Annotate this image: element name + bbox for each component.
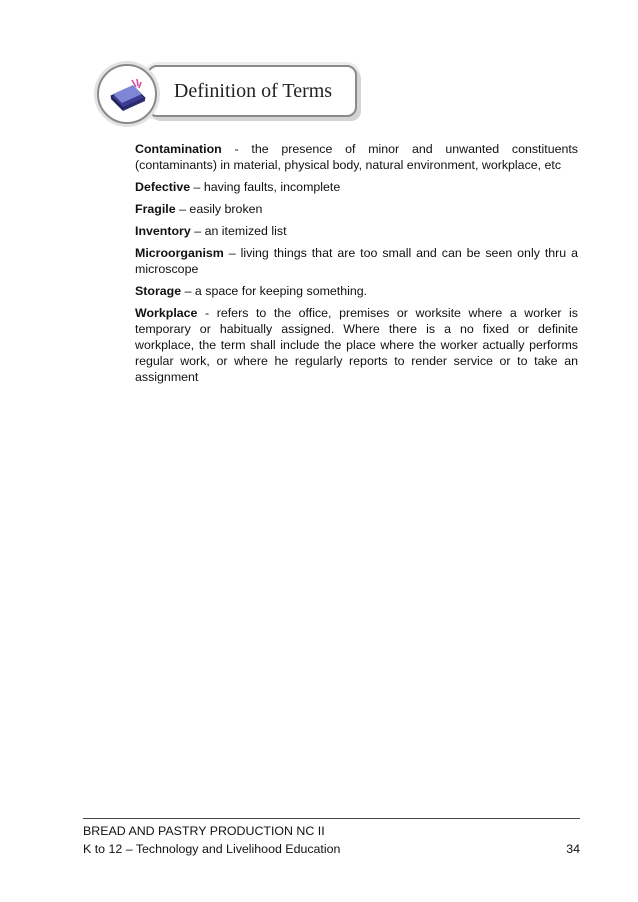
term-separator: -: [197, 306, 217, 320]
footer-program: K to 12 – Technology and Livelihood Education: [83, 842, 341, 856]
term-name: Defective: [135, 180, 191, 194]
term-entry: [135, 201, 578, 217]
term-name: Workplace: [135, 306, 198, 320]
term-name: Contamination: [135, 142, 222, 156]
term-name: Storage: [135, 284, 182, 298]
terms-list: [135, 141, 578, 391]
term-name: Microorganism: [135, 246, 224, 260]
term-definition: the presence of minor and unwanted constituents (contaminants) in material, physical body, natural environment, workplace, etc: [135, 142, 579, 172]
term-separator: –: [190, 224, 205, 238]
term-entry: [135, 141, 578, 173]
section-title: Definition of Terms: [173, 80, 333, 102]
term-definition: an itemized list: [204, 224, 287, 238]
term-name: Fragile: [135, 202, 176, 216]
footer-course-title: BREAD AND PASTRY PRODUCTION NC II: [83, 824, 325, 838]
term-definition: living things that are too small and can be seen only thru a microscope: [135, 246, 578, 276]
term-entry: [135, 283, 578, 299]
footer-row: [83, 840, 580, 858]
term-entry: [135, 305, 578, 385]
page-number: 34: [566, 842, 580, 856]
term-entry: [135, 245, 578, 277]
term-definition: refers to the office, premises or worksite where a worker is temporary or habitually assigned. Where there is a no fixed or definite workplace, the term shall include the place where the worker actually performs regular work, or where he regularly reports to render service or to take an assignment: [135, 306, 578, 384]
term-definition: having faults, incomplete: [203, 180, 341, 194]
term-entry: [135, 223, 578, 239]
term-entry: [135, 179, 578, 195]
header-icon-circle: [97, 64, 157, 124]
term-definition: easily broken: [189, 202, 263, 216]
term-separator: –: [223, 246, 241, 260]
page-footer: [83, 818, 580, 858]
term-definition: a space for keeping something.: [194, 284, 368, 298]
term-separator: –: [175, 202, 190, 216]
term-name: Inventory: [135, 224, 191, 238]
section-header: [95, 58, 365, 128]
term-separator: -: [221, 142, 252, 156]
term-separator: –: [181, 284, 195, 298]
term-separator: –: [190, 180, 204, 194]
book-icon: [105, 72, 149, 116]
